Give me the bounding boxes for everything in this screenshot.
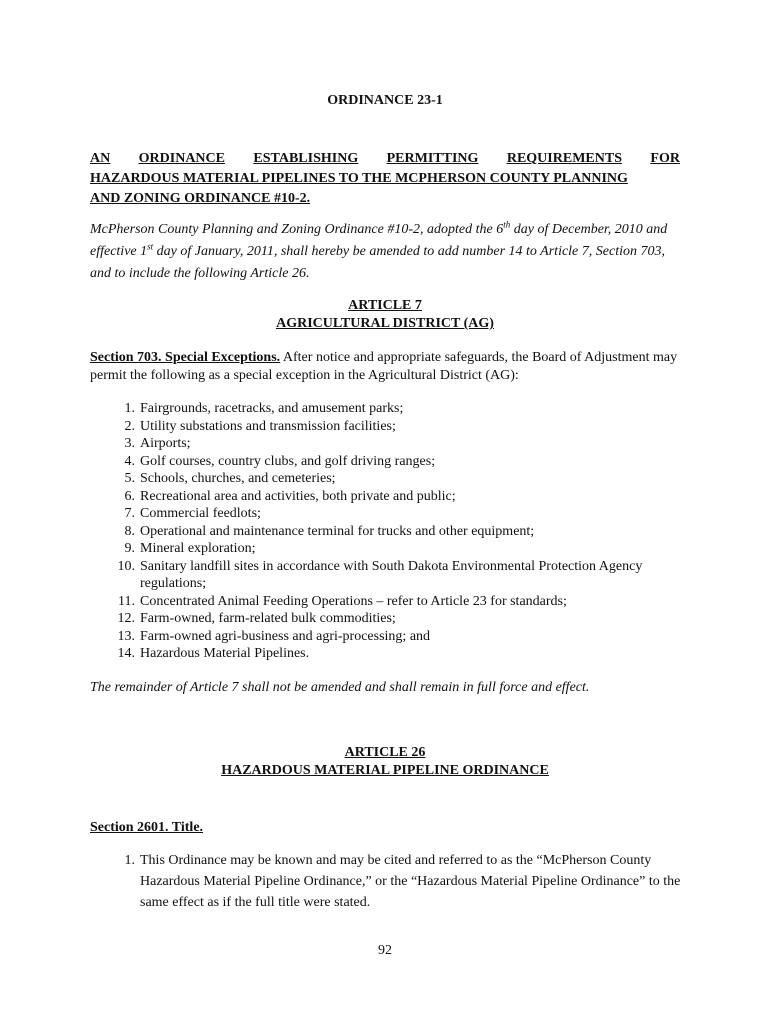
list-number: 6.	[124, 488, 135, 504]
intro-sup: st	[147, 241, 154, 252]
list-item	[90, 540, 690, 558]
list-text: Mineral exploration;	[140, 541, 256, 556]
heading-word: AN	[90, 151, 111, 166]
list-number: 1.	[124, 853, 135, 868]
list-number: 7.	[124, 506, 135, 521]
list-number: 1.	[124, 401, 135, 416]
section-2601-label: Section 2601. Title.	[90, 820, 204, 835]
heading-word: ORDINANCE	[138, 151, 225, 166]
ordinance-title: ORDINANCE 23-1	[327, 93, 443, 108]
special-exceptions-list	[90, 400, 690, 663]
list-number: 12.	[117, 611, 135, 626]
list-text: Fairgrounds, racetracks, and amusement parks;	[140, 401, 404, 416]
list-text: Golf courses, country clubs, and golf driving ranges;	[140, 453, 436, 469]
list-item	[90, 523, 690, 541]
list-item	[90, 593, 690, 611]
list-text: Hazardous Material Pipelines.	[140, 646, 310, 661]
list-text: Operational and maintenance terminal for trucks and other equipment;	[140, 523, 535, 539]
list-item	[90, 418, 690, 436]
list-item	[90, 628, 690, 646]
ordinance-heading	[90, 149, 680, 209]
intro-paragraph	[90, 219, 680, 285]
list-item	[90, 505, 690, 523]
heading-line-2: HAZARDOUS MATERIAL PIPELINES TO THE MCPHERSON COUNTY PLANNING	[90, 171, 628, 186]
list-item	[90, 453, 690, 471]
heading-word: FOR	[650, 151, 680, 166]
list-number: 13.	[117, 628, 135, 644]
list-item	[90, 645, 690, 663]
list-item	[90, 470, 690, 488]
heading-word: REQUIREMENTS	[506, 151, 622, 166]
intro-text: day of December, 2010 and effective 1	[90, 222, 668, 259]
intro-sup: th	[503, 219, 511, 230]
section-2601-item	[90, 850, 690, 913]
list-text: Utility substations and transmission facilities;	[140, 418, 396, 434]
list-text: Schools, churches, and cemeteries;	[140, 471, 336, 486]
list-number: 5.	[124, 471, 135, 486]
list-number: 3.	[124, 436, 135, 451]
list-item	[90, 558, 690, 593]
heading-line-3: AND ZONING ORDINANCE #10-2.	[90, 191, 311, 206]
section-703-paragraph	[90, 349, 690, 385]
list-text: Farm-owned, farm-related bulk commodities;	[140, 611, 396, 626]
list-item	[90, 435, 690, 453]
list-number: 4.	[124, 453, 135, 469]
list-number: 2.	[124, 418, 135, 434]
list-number: 8.	[124, 523, 135, 539]
list-number: 10.	[117, 558, 135, 574]
list-number: 11.	[118, 593, 135, 609]
list-number: 9.	[124, 541, 135, 556]
list-number: 14.	[117, 646, 135, 661]
heading-line-1	[90, 149, 680, 169]
page-number: 92	[378, 943, 392, 958]
list-item	[90, 400, 690, 418]
intro-text: day of January, 2011, shall hereby be amended to add number 14 to Article 7, Section 703, and to include the following Article 26.	[90, 244, 665, 281]
article-7-heading	[0, 297, 770, 333]
article-26-title: ARTICLE 26	[344, 745, 426, 760]
list-text: Airports;	[140, 436, 191, 451]
list-text: Sanitary landfill sites in accordance with South Dakota Environmental Protection Agency regulations;	[140, 558, 643, 591]
heading-word: PERMITTING	[386, 151, 479, 166]
list-text: Commercial feedlots;	[140, 506, 261, 521]
article-7-subtitle: AGRICULTURAL DISTRICT (AG)	[276, 316, 494, 331]
list-item	[90, 488, 690, 506]
intro-text: McPherson County Planning and Zoning Ordinance #10-2, adopted the 6	[90, 222, 504, 237]
section-703-text: After notice and appropriate safeguards, the Board of Adjustment may permit the following as a special exception in the Agricultural District (AG):	[90, 350, 678, 383]
list-item	[90, 610, 690, 628]
list-text: This Ordinance may be known and may be cited and referred to as the “McPherson County Hazardous Material Pipeline Ordinance,” or the “Hazardous Material Pipeline Ordinance” to the same effect as if the full title were stated.	[140, 853, 681, 910]
article-26-subtitle: HAZARDOUS MATERIAL PIPELINE ORDINANCE	[221, 763, 549, 778]
list-text: Farm-owned agri-business and agri-processing; and	[140, 628, 431, 644]
heading-word: ESTABLISHING	[253, 151, 359, 166]
list-text: Recreational area and activities, both private and public;	[140, 488, 456, 504]
article-7-title: ARTICLE 7	[348, 298, 422, 313]
section-703-label: Section 703. Special Exceptions.	[90, 350, 281, 365]
article-26-heading	[0, 744, 770, 780]
list-text: Concentrated Animal Feeding Operations – refer to Article 23 for standards;	[140, 593, 567, 609]
remainder-statement: The remainder of Article 7 shall not be amended and shall remain in full force and effect.	[90, 680, 590, 695]
